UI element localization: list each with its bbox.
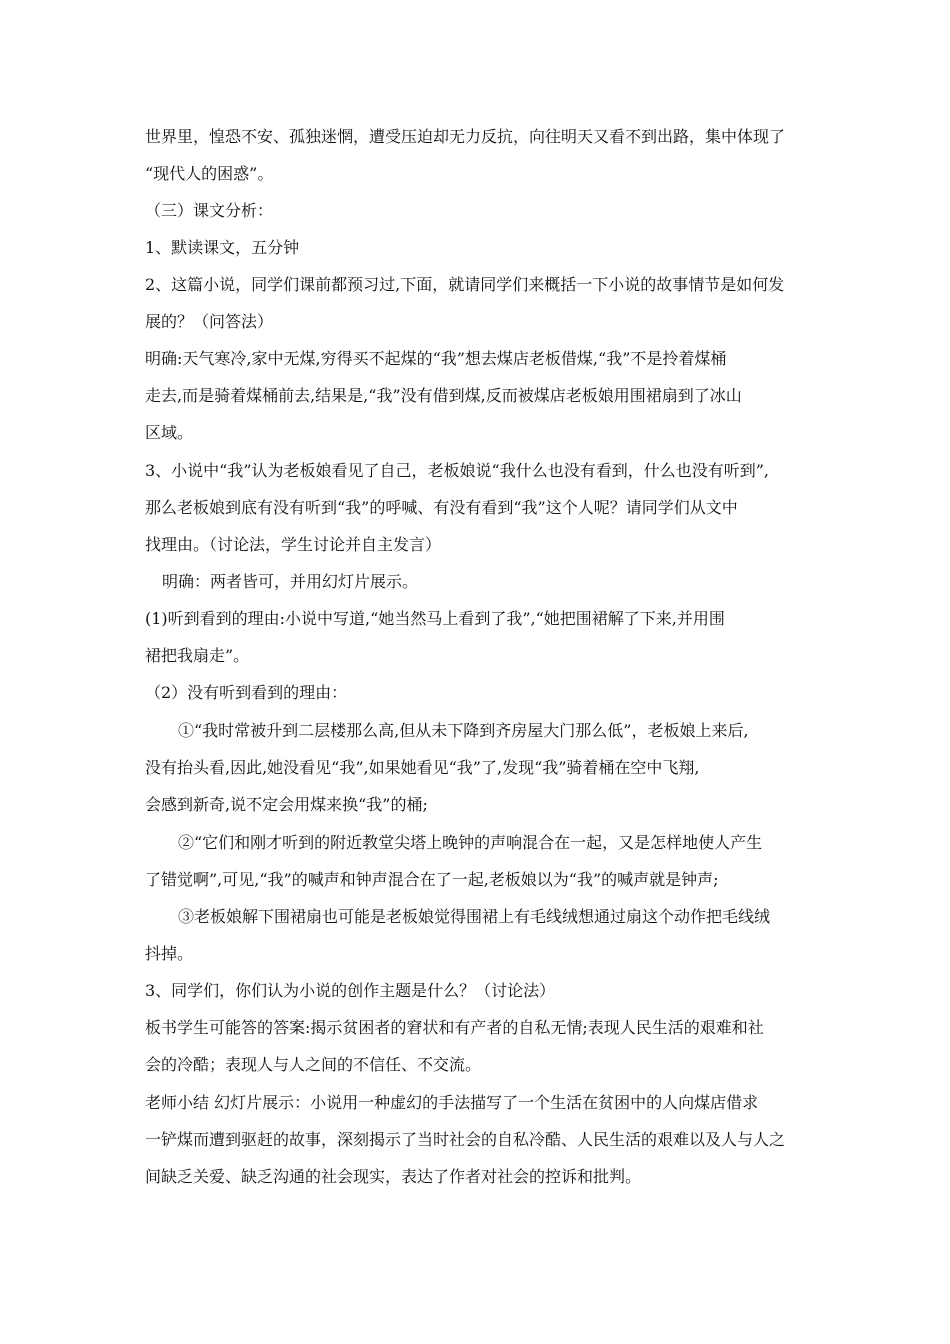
paragraph-line: (1)听到看到的理由:小说中写道,“她当然马上看到了我”,“她把围裙解了下来,并用围 bbox=[145, 609, 725, 628]
paragraph-line: 抖掉。 bbox=[145, 944, 194, 963]
paragraph-line: 没有抬头看,因此,她没看见“我”,如果她看见“我”了,发现“我”骑着桶在空中飞翔, bbox=[145, 758, 700, 777]
paragraph-line: 找理由。（讨论法，学生讨论并自主发言） bbox=[145, 535, 442, 554]
paragraph-line: 区域。 bbox=[145, 423, 194, 442]
paragraph-line: 了错觉啊”,可见,“我”的喊声和钟声混合在了一起,老板娘以为“我”的喊声就是钟声; bbox=[145, 870, 719, 889]
list-item: 2、这篇小说，同学们课前都预习过,下面，就请同学们来概括一下小说的故事情节是如何发 bbox=[145, 275, 785, 294]
paragraph-line: 明确：两者皆可，并用幻灯片展示。 bbox=[162, 572, 419, 591]
paragraph-line: 明确:天气寒冷,家中无煤,穷得买不起煤的“我”想去煤店老板借煤,“我”不是拎着煤桶 bbox=[145, 349, 727, 368]
paragraph-line: “现代人的困惑”。 bbox=[145, 164, 274, 183]
paragraph-line: ①“我时常被升到二层楼那么高,但从未下降到齐房屋大门那么低”，老板娘上来后, bbox=[178, 721, 749, 740]
list-item: 1、默读课文，五分钟 bbox=[145, 238, 300, 257]
paragraph-line: 间缺乏关爱、缺乏沟通的社会现实，表达了作者对社会的控诉和批判。 bbox=[145, 1167, 642, 1186]
section-heading: （三）课文分析： bbox=[145, 201, 274, 220]
paragraph-line: 会的冷酷；表现人与人之间的不信任、不交流。 bbox=[145, 1055, 482, 1074]
paragraph-line: 展的？（问答法） bbox=[145, 312, 274, 331]
paragraph-line: 裙把我扇走”。 bbox=[145, 646, 250, 665]
paragraph-line: 走去,而是骑着煤桶前去,结果是,“我”没有借到煤,反而被煤店老板娘用围裙扇到了冰山 bbox=[145, 386, 742, 405]
paragraph-line: 板书学生可能答的答案:揭示贫困者的窘状和有产者的自私无情;表现人民生活的艰难和社 bbox=[145, 1018, 764, 1037]
paragraph-line: ②“它们和刚才听到的附近教堂尖塔上晚钟的声响混合在一起，又是怎样地使人产生 bbox=[178, 833, 763, 852]
list-item: 3、同学们，你们认为小说的创作主题是什么？（讨论法） bbox=[145, 981, 556, 1000]
paragraph-line: 那么老板娘到底有没有听到“我”的呼喊、有没有看到“我”这个人呢？请同学们从文中 bbox=[145, 498, 738, 517]
paragraph-line: 世界里，惶恐不安、孤独迷惘，遭受压迫却无力反抗，向往明天又看不到出路，集中体现了 bbox=[145, 127, 786, 146]
paragraph-line: 会感到新奇,说不定会用煤来换“我”的桶; bbox=[145, 795, 428, 814]
paragraph-line: ③老板娘解下围裙扇也可能是老板娘觉得围裙上有毛线绒想通过扇这个动作把毛线绒 bbox=[178, 907, 771, 926]
paragraph-line: 一铲煤而遭到驱赶的故事，深刻揭示了当时社会的自私冷酷、人民生活的艰难以及人与人之 bbox=[145, 1130, 786, 1149]
list-item: 3、小说中“我”认为老板娘看见了自己，老板娘说“我什么也没有看到，什么也没有听到”, bbox=[145, 461, 769, 480]
paragraph-line: （2）没有听到看到的理由： bbox=[145, 683, 348, 702]
paragraph-line: 老师小结 幻灯片展示：小说用一种虚幻的手法描写了一个生活在贫困中的人向煤店借求 bbox=[145, 1093, 759, 1112]
